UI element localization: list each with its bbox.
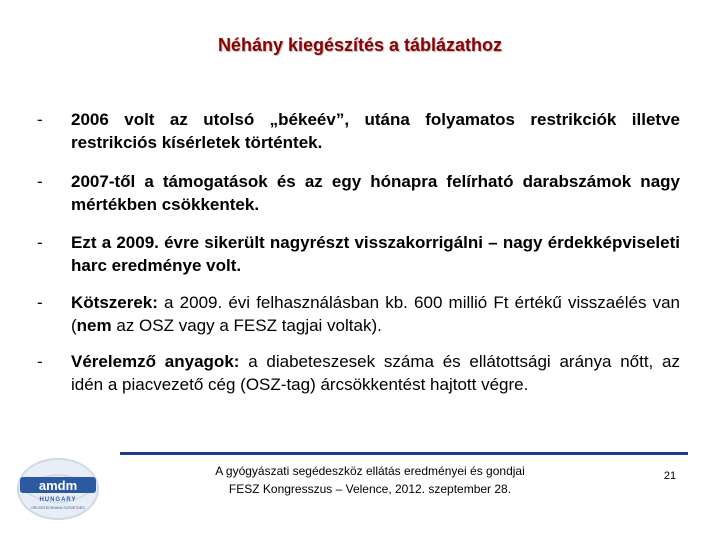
bullet-label: Vérelemző anyagok: (71, 352, 240, 371)
bullet-text: 2007-től a támogatások és az egy hónapra felírható darabszámok nagy mértékben csökkentek. (71, 172, 680, 214)
amdm-logo (12, 456, 104, 524)
footer-line-2: FESZ Kongresszus – Velence, 2012. szeptember 28. (228, 482, 512, 496)
bullet-marker: - (37, 293, 43, 312)
bullet-text: Ezt a 2009. évre sikerült nagyrészt visszakorrigálni – nagy érdekképviseleti harc eredménye volt. (71, 233, 680, 275)
bullet-label: Kötszerek: (71, 293, 158, 312)
bullet-item (37, 170, 680, 216)
bullet-body: a diabeteszesek száma és ellátottsági aránya nőtt, az idén a piacvezető cég (OSZ-tag) árcsökkentést hajtott végre. (71, 352, 680, 394)
bullet-body-end: az OSZ vagy a FESZ tagjai voltak). (111, 316, 382, 335)
bullet-text: 2006 volt az utolsó „békeév”, utána folyamatos restrikciók illetve restrikciós kísérletek történtek. (71, 110, 680, 152)
footer-text (160, 462, 580, 498)
logo-text: amdm (38, 478, 78, 493)
page-number: 21 (663, 470, 677, 482)
bullet-text (71, 291, 680, 337)
bullet-marker: - (37, 352, 43, 371)
logo-small-print: ORVOSTECHNIKAI SZÖVETSÉG (31, 506, 85, 510)
bullet-item (37, 231, 680, 277)
bullet-marker: - (37, 233, 43, 252)
bullet-marker: - (37, 172, 43, 191)
bullet-marker: - (37, 110, 43, 129)
footer-line-1: A gyógyászati segédeszköz ellátás eredményei és gondjai (215, 464, 525, 478)
logo-subtext: HUNGARY (39, 497, 77, 503)
slide-title: Néhány kiegészítés a táblázathoz (217, 35, 503, 55)
footer-rule (120, 452, 688, 455)
bullet-item (37, 108, 680, 154)
bullet-body: a 2009. évi felhasználásban kb. 600 millió Ft értékű visszaélés van ( (71, 293, 680, 335)
bullet-item (37, 350, 680, 396)
bullet-emphasis: nem (76, 316, 112, 335)
bullet-text (71, 350, 680, 396)
bullet-item (37, 291, 680, 337)
